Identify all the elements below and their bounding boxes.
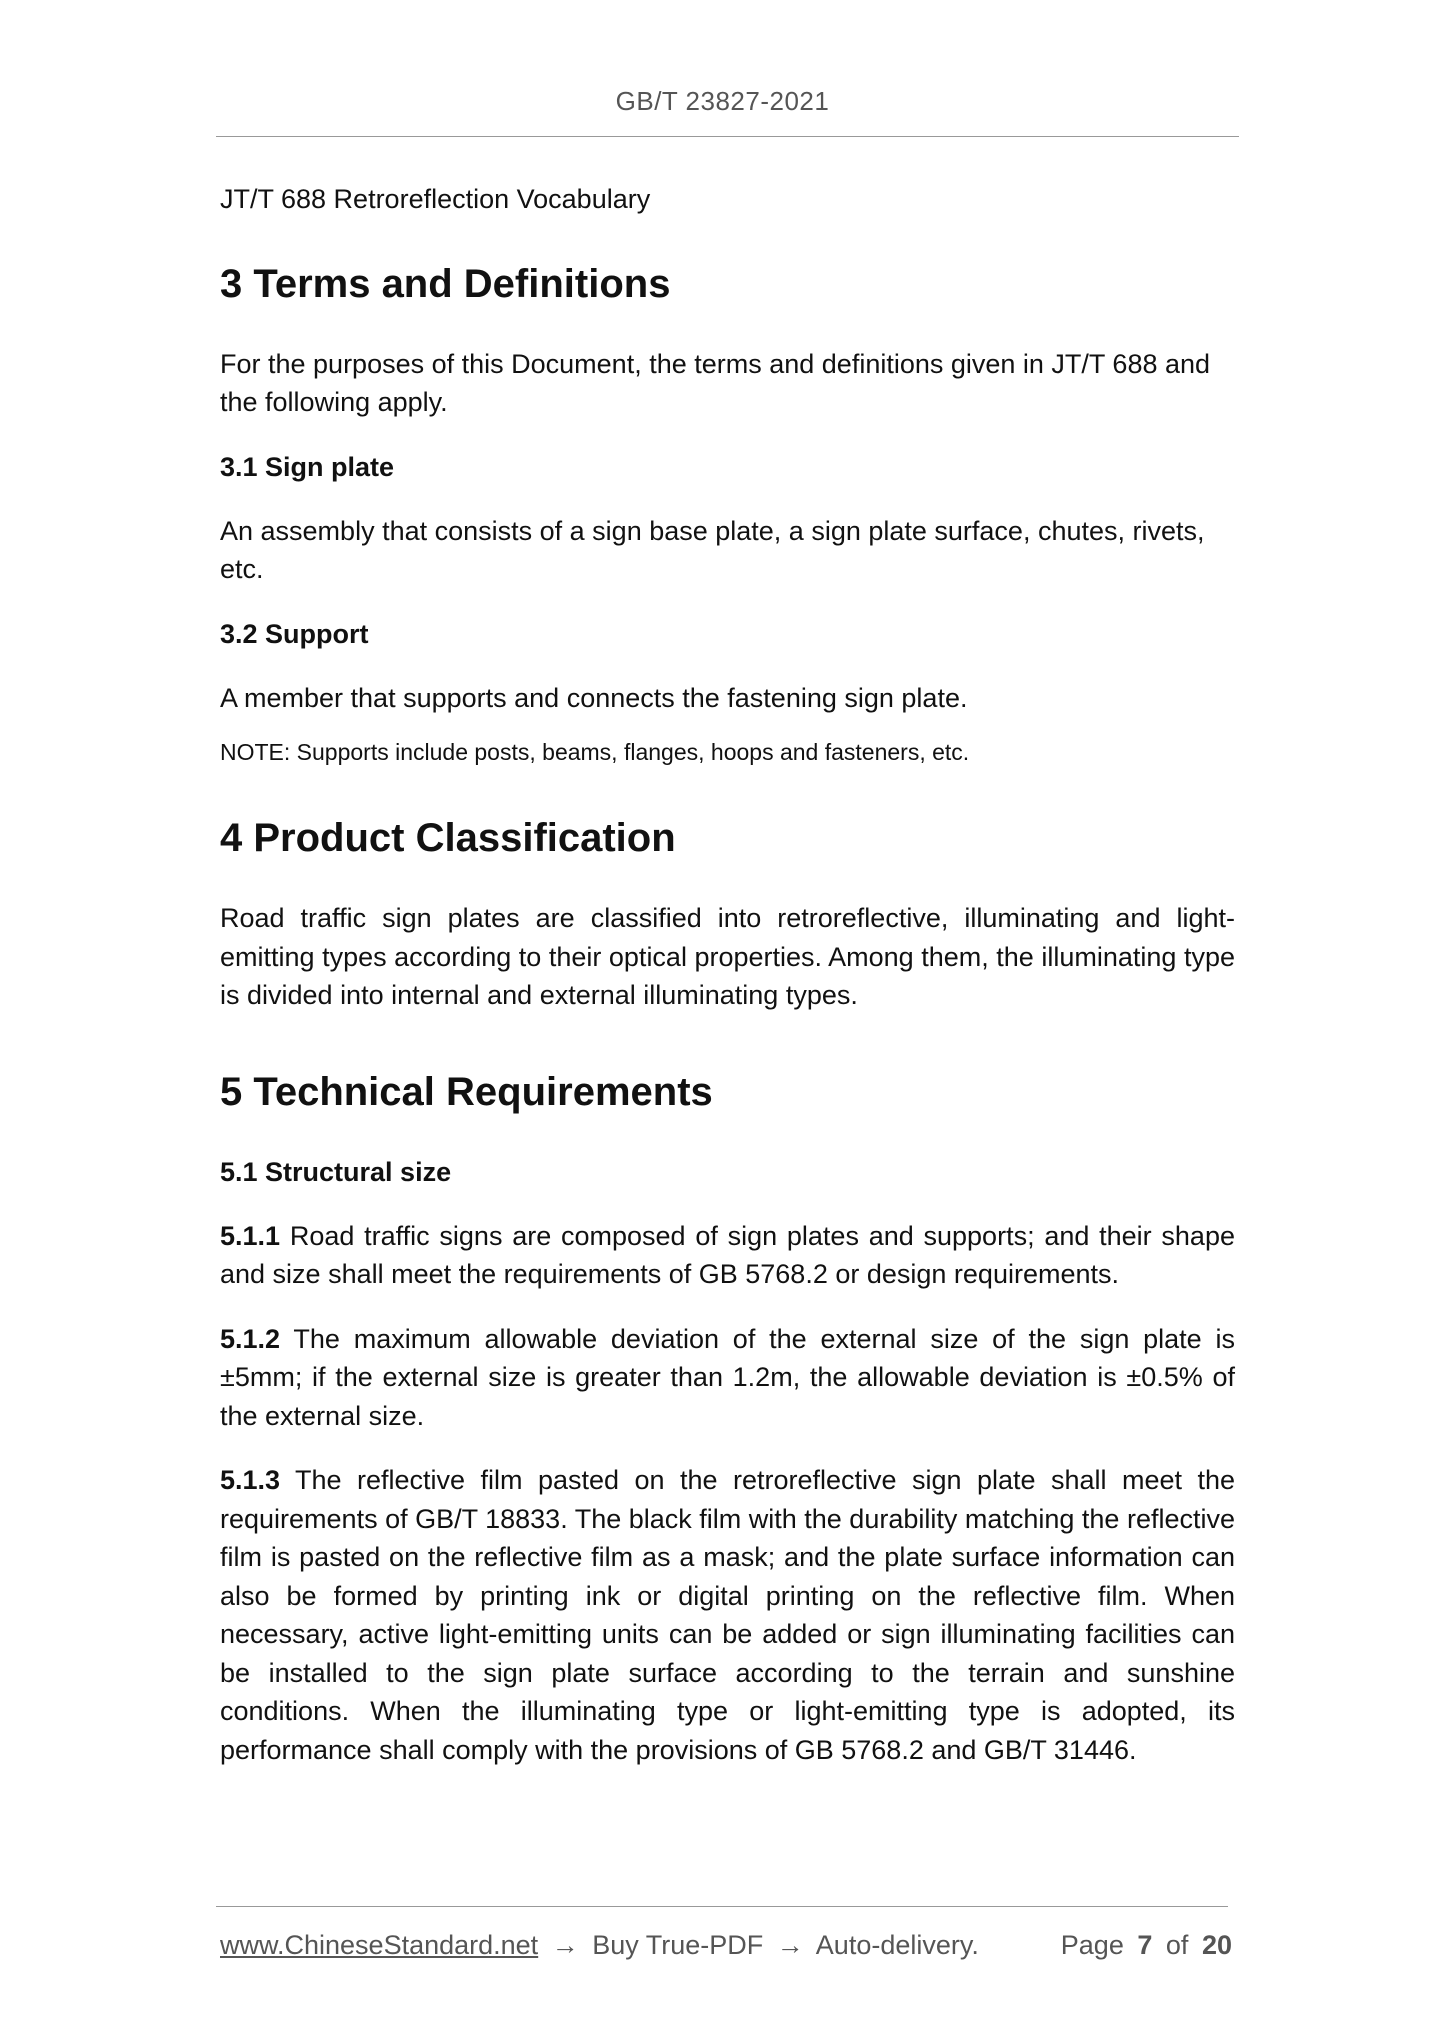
arrow-right-icon: → bbox=[776, 1930, 804, 1960]
section-4-text: Road traffic sign plates are classified into retroreflective, illuminating and light-emitting types according to their optical properties. Among them, the illuminating type is divided into internal and external illuminating types. bbox=[220, 903, 1235, 1010]
header-standard-code: GB/T 23827-2021 bbox=[615, 86, 830, 116]
of-label: of bbox=[1165, 1930, 1189, 1960]
page-label: Page bbox=[1060, 1930, 1124, 1960]
section-5-heading: 5 Technical Requirements bbox=[220, 1069, 713, 1114]
section-4-heading: 4 Product Classification bbox=[220, 816, 676, 860]
page-indicator bbox=[1061, 1925, 1232, 1965]
clause-5-1-3-text: The reflective film pasted on the retroreflective sign plate shall meet the requirements of GB/T 18833. The black film with the durability matching the reflective film is pasted on the reflective film as a mask; and the plate surface information can also be formed by printing ink or digital printing on the reflective film. When necessary, active light-emitting units can be added or sign illuminating facilities can be installed to the sign plate surface according to the terrain and sunshine conditions. When the illuminating type or light-emitting type is adopted, its performance shall comply with the provisions of GB 5768.2 and GB/T 31446. bbox=[220, 1465, 1235, 1765]
clause-5-1-2 bbox=[220, 1320, 1235, 1436]
document-body bbox=[220, 180, 1235, 1769]
arrow-right-icon: → bbox=[551, 1930, 579, 1960]
clause-5-1-1-number: 5.1.1 bbox=[220, 1220, 281, 1251]
term-3-1-definition: An assembly that consists of a sign base plate, a sign plate surface, chutes, rivets, etc. bbox=[220, 515, 1205, 584]
section-3-heading: 3 Terms and Definitions bbox=[220, 261, 671, 306]
section-3-intro: For the purposes of this Document, the terms and definitions given in JT/T 688 and the following apply. bbox=[220, 348, 1211, 417]
footer-divider bbox=[216, 1906, 1228, 1907]
clause-5-1-3-number: 5.1.3 bbox=[220, 1465, 281, 1495]
normative-reference-line: JT/T 688 Retroreflection Vocabulary bbox=[220, 184, 651, 214]
clause-5-1-1 bbox=[220, 1217, 1235, 1294]
header-divider bbox=[216, 136, 1239, 137]
current-page-number: 7 bbox=[1137, 1930, 1153, 1960]
subsection-5-1-heading: 5.1 Structural size bbox=[220, 1156, 452, 1187]
total-pages-number: 20 bbox=[1201, 1930, 1232, 1960]
term-3-1-heading: 3.1 Sign plate bbox=[220, 451, 395, 482]
website-link[interactable]: www.ChineseStandard.net bbox=[220, 1930, 539, 1960]
page-footer bbox=[220, 1925, 1232, 1965]
clause-5-1-1-text: Road traffic signs are composed of sign plates and supports; and their shape and size shall meet the requirements of GB 5768.2 or design requirements. bbox=[220, 1220, 1235, 1289]
term-3-2-definition: A member that supports and connects the fastening sign plate. bbox=[220, 682, 968, 713]
clause-5-1-3 bbox=[220, 1461, 1235, 1769]
term-3-2-note: NOTE: Supports include posts, beams, flanges, hoops and fasteners, etc. bbox=[220, 739, 970, 765]
term-3-2-heading: 3.2 Support bbox=[220, 618, 369, 649]
buy-true-pdf-text: Buy True-PDF bbox=[592, 1930, 764, 1960]
clause-5-1-2-number: 5.1.2 bbox=[220, 1323, 281, 1354]
clause-5-1-2-text: The maximum allowable deviation of the external size of the sign plate is ±5mm; if the external size is greater than 1.2m, the allowable deviation is ±0.5% of the external size. bbox=[220, 1323, 1236, 1431]
auto-delivery-text: Auto-delivery. bbox=[815, 1930, 979, 1960]
